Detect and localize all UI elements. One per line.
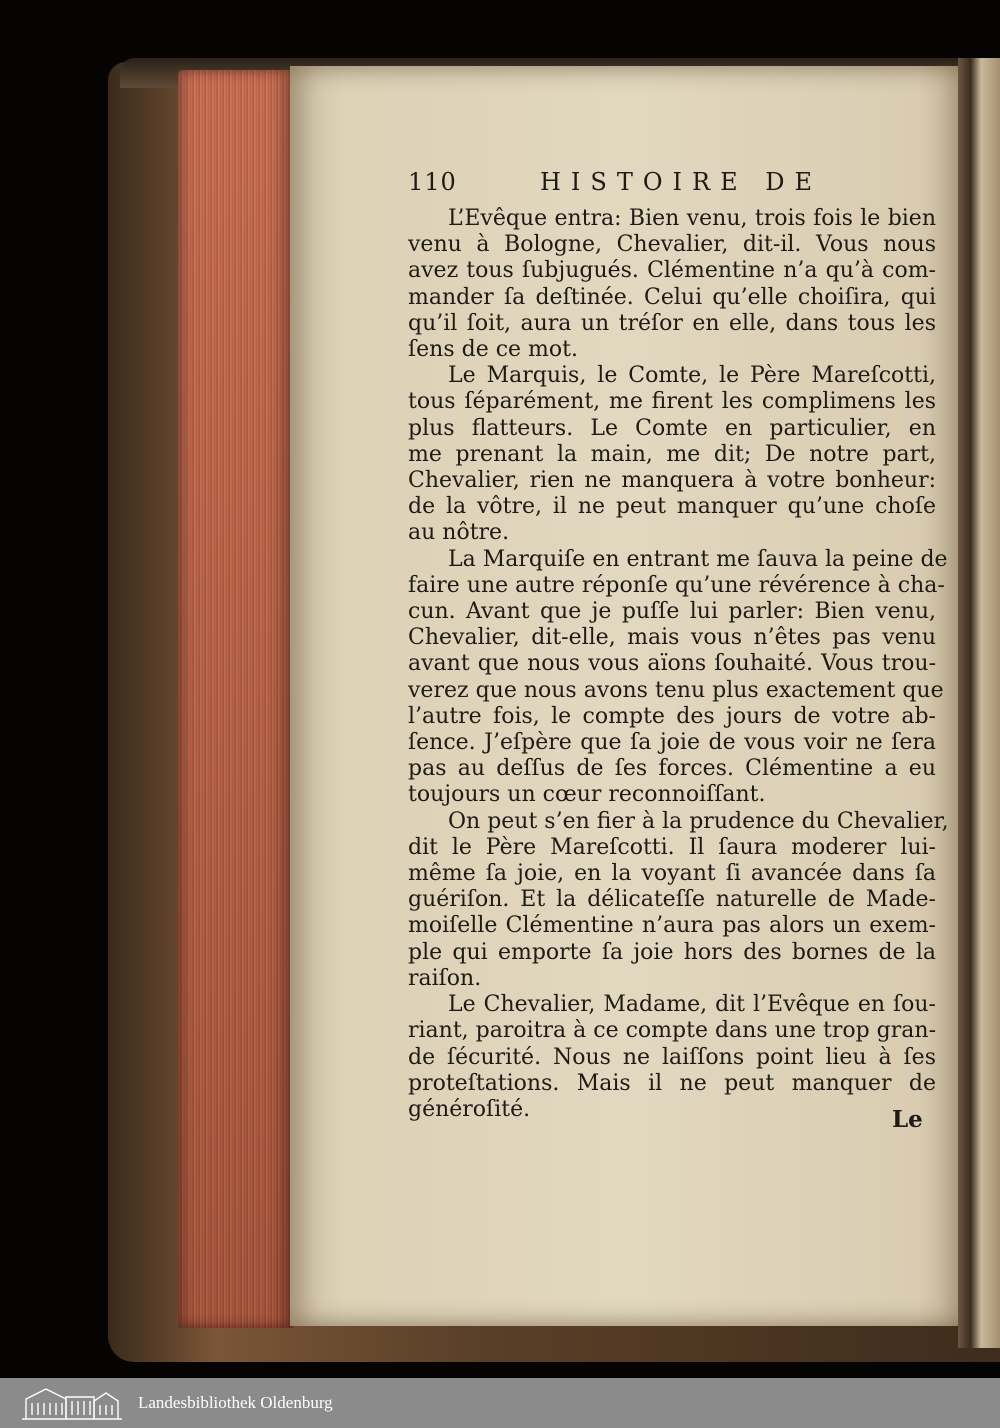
running-title: HISTOIRE DE	[540, 168, 822, 196]
text-line: dit le Père Mareſcotti. Il ſaura moderer lui-	[408, 834, 936, 860]
text-line: Le Chevalier, Madame, dit l’Evêque en ſou-	[448, 992, 936, 1018]
text-line: On peut s’en fier à la prudence du Chevalier,	[448, 808, 949, 834]
text-line: tous ſéparément, me firent les complimens les	[408, 389, 936, 415]
text-line: ſens de ce mot.	[408, 337, 578, 363]
text-line: plus flatteurs. Le Comte en particulier, en	[408, 415, 936, 441]
text-line: faire une autre réponſe qu’une révérence à cha-	[408, 572, 945, 598]
text-line: guériſon. Et la délicateſſe naturelle de Made-	[408, 887, 936, 913]
text-line: de la vôtre, il ne peut manquer qu’une choſe	[408, 494, 936, 520]
text-line: proteſtations. Mais il ne peut manquer de	[408, 1070, 936, 1096]
text-line: pas au deſſus de ſes forces. Clémentine a eu	[408, 756, 936, 782]
text-line: me prenant la main, me dit; De notre part,	[408, 441, 936, 467]
text-line: ſence. J’eſpère que ſa joie de vous voir ne ſera	[408, 730, 936, 756]
facing-page-gutter	[958, 58, 1000, 1348]
paragraph	[408, 992, 936, 1123]
body-text	[408, 206, 949, 1123]
text-line: ple qui emporte ſa joie hors des bornes de la	[408, 939, 936, 965]
page-fore-edge	[178, 70, 293, 1328]
catchword: Le	[892, 1106, 923, 1133]
text-line: riant, paroitra à ce compte dans une trop gran-	[408, 1018, 936, 1044]
text-line: Chevalier, dit-elle, mais vous n’êtes pas venu	[408, 625, 936, 651]
text-line: moiſelle Clémentine n’aura pas alors un exem-	[408, 913, 936, 939]
text-line: l’autre fois, le compte des jours de votre ab-	[408, 703, 936, 729]
text-line: avant que nous vous aïons ſouhaité. Vous trou-	[408, 651, 936, 677]
paragraph	[408, 206, 936, 363]
paragraph	[408, 808, 949, 992]
text-line: même ſa joie, en la voyant ſi avancée dans ſa	[408, 861, 936, 887]
text-line: mander ſa deſtinée. Celui qu’elle choiſira, qui	[408, 284, 936, 310]
paragraph	[408, 363, 936, 546]
text-line: de ſécurité. Nous ne laiſſons point lieu à ſes	[408, 1044, 936, 1070]
text-line: verez que nous avons tenu plus exactement que	[408, 677, 944, 703]
paragraph	[408, 546, 948, 809]
text-line: qu’il ſoit, aura un tréſor en elle, dans tous les	[408, 310, 936, 336]
page-text	[408, 168, 949, 1123]
library-building-icon	[20, 1385, 124, 1421]
running-head	[408, 168, 936, 202]
text-line: Le Marquis, le Comte, le Père Mareſcotti,	[448, 363, 936, 389]
text-line: Chevalier, rien ne manquera à votre bonheur:	[408, 468, 936, 494]
text-line: raiſon.	[408, 965, 482, 991]
text-line: L’Evêque entra: Bien venu, trois fois le bien	[448, 206, 936, 231]
text-line: toujours un cœur reconnoiſſant.	[408, 782, 766, 808]
page-number: 110	[408, 168, 457, 196]
text-line: avez tous ſubjugués. Clémentine n’a qu’à com-	[408, 258, 936, 284]
library-name: Landesbibliothek Oldenburg	[138, 1393, 333, 1412]
text-line: La Marquiſe en entrant me ſauva la peine de	[448, 546, 948, 572]
library-footer-bar	[0, 1378, 1000, 1428]
text-line: cun. Avant que je puſſe lui parler: Bien venu,	[408, 599, 936, 625]
text-line: généroſité.	[408, 1096, 531, 1122]
text-line: au nôtre.	[408, 520, 510, 546]
text-line: venu à Bologne, Chevalier, dit-il. Vous nous	[408, 232, 936, 258]
